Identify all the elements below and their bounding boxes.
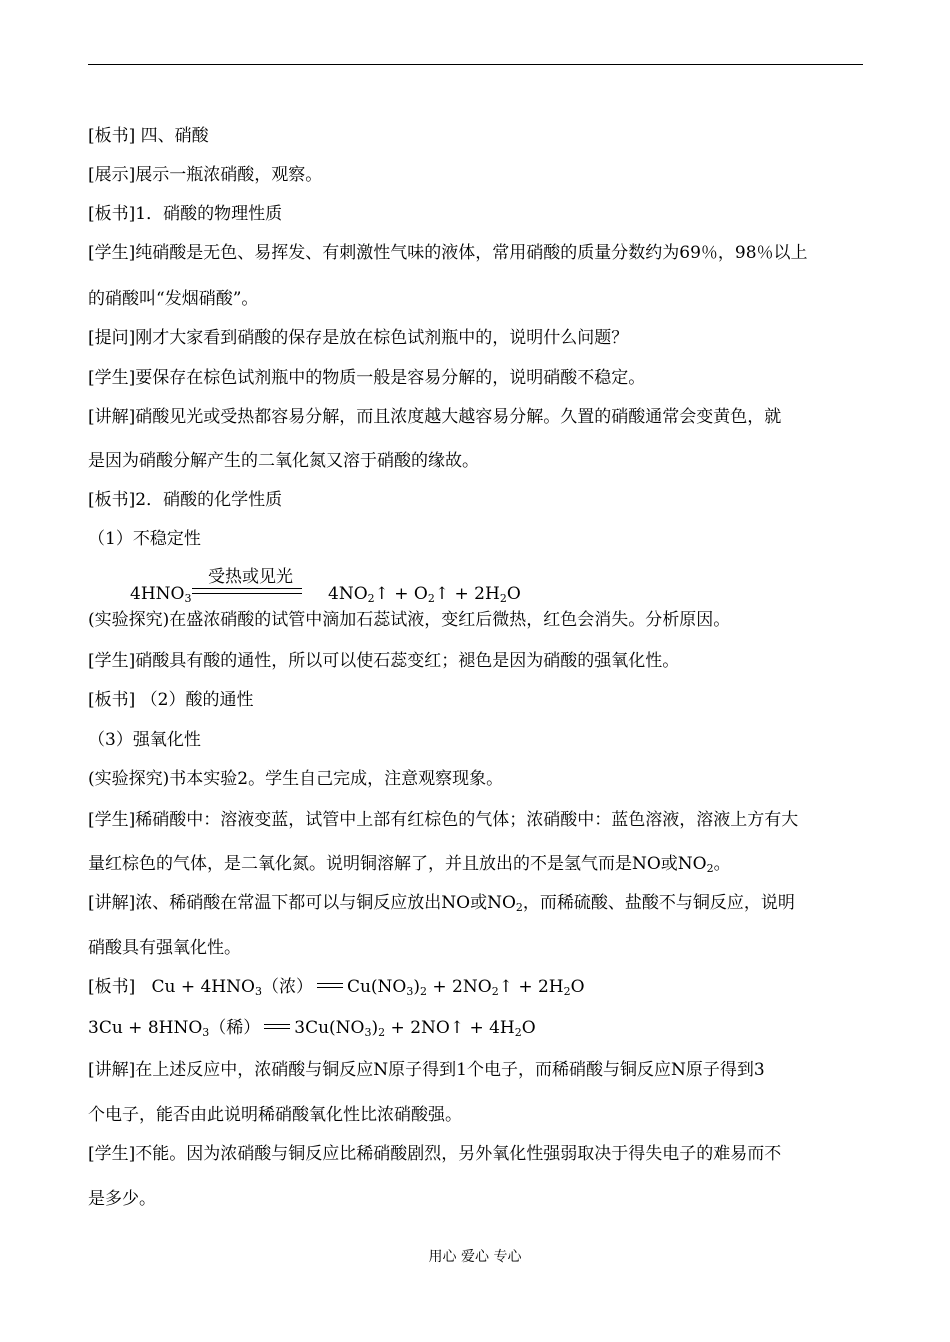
- header-rule: [88, 64, 863, 65]
- text-line: （1）不稳定性: [88, 529, 201, 549]
- text-line: 是多少。: [88, 1189, 156, 1209]
- text-line: [学生]稀硝酸中：溶液变蓝，试管中上部有红棕色的气体；浓硝酸中：蓝色溶液，溶液上方有大: [88, 810, 799, 830]
- decomposition-equation: [130, 560, 530, 610]
- text-line: 硝酸具有强氧化性。: [88, 938, 241, 958]
- text-line: [板书] （2）酸的通性: [88, 690, 254, 710]
- equation-equals-sign: [264, 1024, 290, 1029]
- text-line: [学生]硝酸具有酸的通性，所以可以使石蕊变红；褪色是因为硝酸的强氧化性。: [88, 651, 680, 671]
- text-line: [展示]展示一瓶浓硝酸，观察。: [88, 165, 323, 185]
- text-line: 是因为硝酸分解产生的二氧化氮又溶于硝酸的缘故。: [88, 451, 479, 471]
- text-line: (实验探究)书本实验2。学生自己完成，注意观察现象。: [88, 769, 504, 789]
- reaction-condition: 受热或见光: [208, 567, 293, 587]
- equation-equals-sign: [317, 983, 343, 988]
- copper-dilute-equation: $3Cu + 8HNO_3$（稀） $3Cu(NO_3)_2$ + 2NO↑ + $4H_2O$: [88, 1018, 536, 1039]
- text-line: [板书] 四、硝酸: [88, 126, 209, 146]
- text-line: [学生]纯硝酸是无色、易挥发、有刺激性气味的液体，常用硝酸的质量分数约为69％，98％以上: [88, 243, 808, 263]
- text-line: [讲解]浓、稀硝酸在常温下都可以与铜反应放出NO或$NO_2$，而稀硫酸、盐酸不与铜反应，说明: [88, 893, 795, 914]
- text-line: 的硝酸叫“发烟硝酸”。: [88, 289, 259, 309]
- text-line: [板书]2．硝酸的化学性质: [88, 490, 283, 510]
- page-footer: 用心 爱心 专心: [428, 1249, 522, 1265]
- copper-conc-equation: [板书] $Cu + 4HNO_3$（浓） $Cu(NO_3)_2$ + $2NO_2↑ + 2H_2O$: [88, 977, 585, 998]
- text-line: [提问]刚才大家看到硝酸的保存是放在棕色试剂瓶中的，说明什么问题？: [88, 328, 629, 348]
- text-line: [学生]要保存在棕色试剂瓶中的物质一般是容易分解的，说明硝酸不稳定。: [88, 368, 646, 388]
- text-line: [讲解]在上述反应中，浓硝酸与铜反应N原子得到1个电子，而稀硝酸与铜反应N原子得到3: [88, 1060, 765, 1080]
- text-line: 量红棕色的气体，是二氧化氮。说明铜溶解了，并且放出的不是氢气而是NO或$NO_2$。: [88, 854, 731, 875]
- text-line: [学生]不能。因为浓硝酸与铜反应比稀硝酸剧烈，另外氧化性强弱取决于得失电子的难易而不: [88, 1144, 782, 1164]
- equation-products: $4NO_2↑$ + $O_2↑ + 2H_2O$: [328, 584, 521, 605]
- equation-equals-sign: [192, 588, 302, 594]
- text-line: 个电子，能否由此说明稀硝酸氧化性比浓硝酸强。: [88, 1105, 462, 1125]
- text-line: [讲解]硝酸见光或受热都容易分解，而且浓度越大越容易分解。久置的硝酸通常会变黄色，就: [88, 407, 782, 427]
- text-line: (实验探究)在盛浓硝酸的试管中滴加石蕊试液，变红后微热，红色会消失。分析原因。: [88, 610, 731, 630]
- text-line: [板书]1．硝酸的物理性质: [88, 204, 283, 224]
- equation-reactant: $4HNO_3$: [130, 584, 192, 605]
- text-line: （3）强氧化性: [88, 730, 201, 750]
